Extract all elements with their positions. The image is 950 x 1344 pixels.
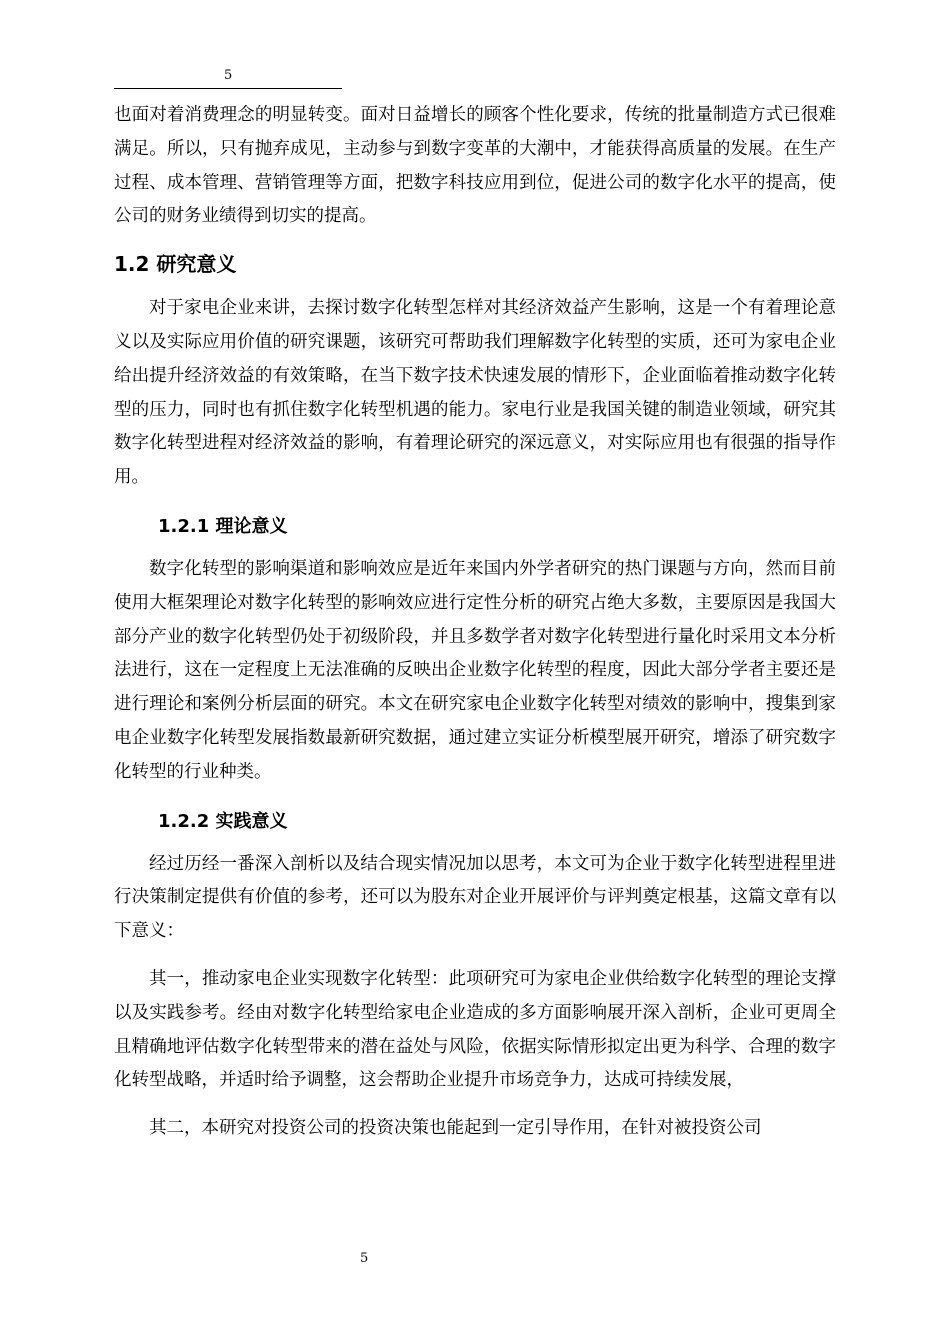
paragraph-point-one: 其一，推动家电企业实现数字化转型：此项研究可为家电企业供给数字化转型的理论支撑以及实践参考。经由对数字化转型给家电企业造成的多方面影响展开深入剖析，企业可更周全且精确地评估数字化转型带来的潜在益处与风险，依据实际情形拟定出更为科学、合理的数字化转型战略，并适时给予调整，这会帮助企业提升市场竞争力，达成可持续发展， (114, 968, 836, 1091)
header-rule (114, 88, 342, 89)
page-content (114, 99, 836, 1146)
paragraph-intro-continued: 也面对着消费理念的明显转变。面对日益增长的顾客个性化要求，传统的批量制造方式已很难满足。所以，只有抛弃成见，主动参与到数字变革的大潮中，才能获得高质量的发展。在生产过程、成本管理、营销管理等方面，把数字科技应用到位，促进公司的数字化水平的提高，使公司的财务业绩得到切实的提高。 (114, 105, 836, 227)
paragraph-theoretical-significance: 数字化转型的影响渠道和影响效应是近年来国内外学者研究的热门课题与方向，然而目前使用大框架理论对数字化转型的影响效应进行定性分析的研究占绝大多数，主要原因是我国大部分产业的数字化转型仍处于初级阶段，并且多数学者对数字化转型进行量化时采用文本分析法进行，这在一定程度上无法准确的反映出企业数字化转型的程度，因此大部分学者主要还是进行理论和案例分析层面的研究。本文在研究家电企业数字化转型对绩效的影响中，搜集到家电企业数字化转型发展指数最新研究数据，通过建立实证分析模型展开研究，增添了研究数字化转型的行业种类。 (114, 558, 836, 782)
footer-page-number: 5 (360, 1251, 369, 1266)
section-heading-1-2: 1.2 研究意义 (114, 252, 237, 277)
paragraph-point-two: 其二，本研究对投资公司的投资决策也能起到一定引导作用，在针对被投资公司 (149, 1118, 762, 1139)
subsection-heading-1-2-1: 1.2.1 理论意义 (158, 515, 288, 537)
paragraph-practical-significance: 经过历经一番深入剖析以及结合现实情况加以思考，本文可为企业于数字化转型进程里进行决策制定提供有价值的参考，还可以为股东对企业开展评价与评判奠定根基，这篇文章有以下意义： (114, 853, 836, 942)
paragraph-research-significance: 对于家电企业来讲，去探讨数字化转型怎样对其经济效益产生影响，这是一个有着理论意义以及实际应用价值的研究课题，该研究可帮助我们理解数字化转型的实质，还可为家电企业给出提升经济效益的有效策略，在当下数字技术快速发展的情形下，企业面临着推动数字化转型的压力，同时也有抓住数字化转型机遇的能力。家电行业是我国关键的制造业领域，研究其数字化转型进程对经济效益的影响，有着理论研究的深远意义，对实际应用也有很强的指导作用。 (114, 298, 836, 488)
header-page-number: 5 (224, 68, 233, 83)
subsection-heading-1-2-2: 1.2.2 实践意义 (158, 810, 288, 832)
